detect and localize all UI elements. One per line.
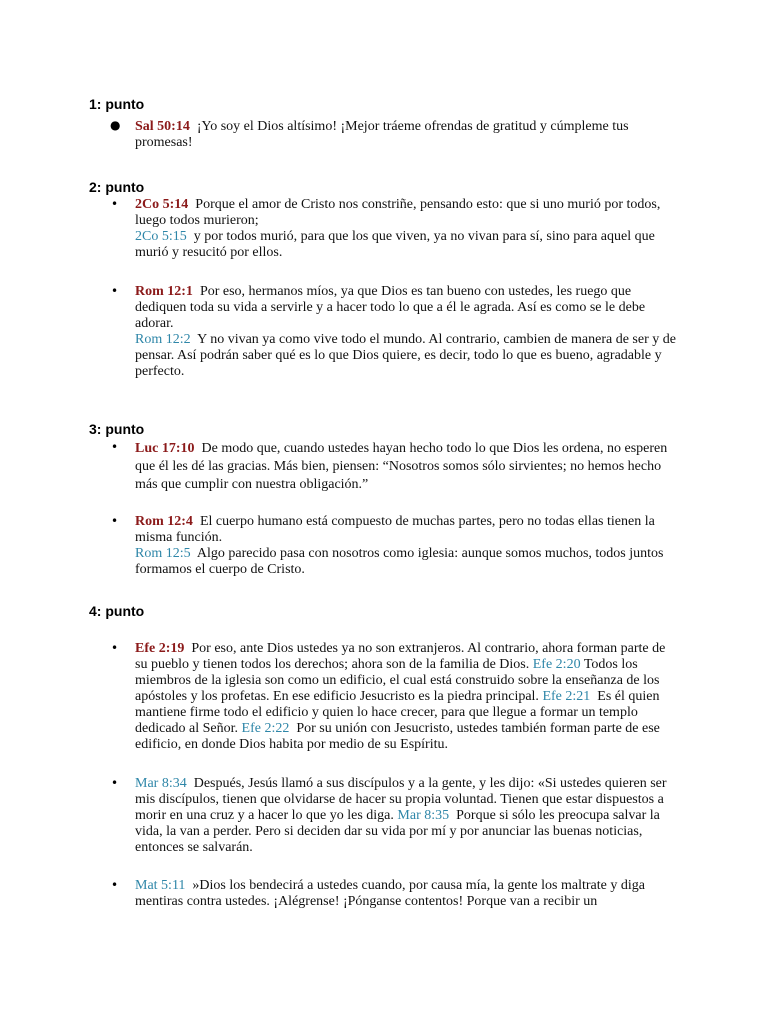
verse-ref-link[interactable]: Mar 8:35 xyxy=(397,808,450,823)
section-heading: 2: punto xyxy=(89,179,145,195)
verse-ref: 2Co 5:14 xyxy=(135,197,189,212)
verse-text: Después, Jesús llamó a sus discípulos y a la gente, y les dijo: «Si ustedes quieren ser mis discípulos, tienen que olvidarse de hacer su propia voluntad. Tienen que estar dispuestos a morir en una cruz y a hacer lo que yo les diga. xyxy=(135,776,667,823)
verse-ref-link[interactable]: Efe 2:20 xyxy=(532,657,581,672)
verse-text: Y no vivan ya como vive todo el mundo. Al contrario, cambien de manera de ser y de pensar. Así podrán saber qué es lo que Dios quiere, es decir, todo lo que es bueno, agradable y perfecto. xyxy=(135,332,676,379)
bullet-icon: • xyxy=(111,641,119,655)
list-item xyxy=(89,284,679,380)
section-3 xyxy=(89,420,679,578)
section-2 xyxy=(89,178,679,380)
verse-ref: Rom 12:4 xyxy=(135,514,193,529)
verse-text: De modo que, cuando ustedes hayan hecho todo lo que Dios les ordena, no esperen que él les dé las gracias. Más bien, piensen: “Nosotros somos sólo sirvientes; no hemos hecho más que cumplir con nuestra obligación.” xyxy=(135,441,668,492)
bullet-icon: • xyxy=(111,776,119,790)
verse-text: Por eso, ante Dios ustedes ya no son extranjeros. Al contrario, ahora forman parte de su pueblo y tienen todos los derechos; ahora son de la familia de Dios. xyxy=(135,641,666,672)
verse-text: El cuerpo humano está compuesto de muchas partes, pero no todas ellas tienen la misma función. xyxy=(135,514,655,545)
verse-text: ¡Yo soy el Dios altísimo! ¡Mejor tráeme ofrendas de gratitud y cúmpleme tus promesas! xyxy=(135,119,629,150)
verse-ref: Rom 12:1 xyxy=(135,284,193,299)
bullet-icon: • xyxy=(111,284,119,298)
section-4 xyxy=(89,602,679,910)
verse-ref-link[interactable]: Mar 8:34 xyxy=(135,776,187,791)
verse-text: Algo parecido pasa con nosotros como iglesia: aunque somos muchos, todos juntos formamos el cuerpo de Cristo. xyxy=(135,546,664,577)
verse-ref-link[interactable]: 2Co 5:15 xyxy=(135,229,187,244)
list-item xyxy=(89,197,679,261)
section-1 xyxy=(89,95,679,151)
verse-text: Por eso, hermanos míos, ya que Dios es tan bueno con ustedes, les ruego que dediquen toda su vida a servirle y a hacer todo lo que a él le agrada. Así es como se le debe adorar. xyxy=(135,284,646,331)
verse-text: Porque si sólo les preocupa salvar la vida, la van a perder. Pero si deciden dar su vida por mí y por anunciar las buenas noticias, entonces se salvarán. xyxy=(135,808,660,855)
verse-text: Por su unión con Jesucristo, ustedes también forman parte de ese edificio, en donde Dios habita por medio de su Espíritu. xyxy=(135,721,660,752)
verse-ref-link[interactable]: Efe 2:21 xyxy=(542,689,591,704)
list-item xyxy=(89,776,679,856)
verse-text: »Dios los bendecirá a ustedes cuando, por causa mía, la gente los maltrate y diga mentiras contra ustedes. ¡Alégrense! ¡Pónganse contentos! Porque van a recibir un xyxy=(135,878,645,909)
bullet-icon: • xyxy=(111,514,119,528)
verse-ref: Efe 2:19 xyxy=(135,641,185,656)
list-item xyxy=(89,440,679,494)
verse-text: Porque el amor de Cristo nos constriñe, pensando esto: que si uno murió por todos, luego todos murieron; xyxy=(135,197,661,228)
verse-text: Todos los miembros de la iglesia son como un edificio, el cual está construido sobre la enseñanza de los apóstoles y los profetas. En ese edificio Jesucristo es la piedra principal. xyxy=(135,657,660,704)
list-item xyxy=(89,118,679,151)
verse-ref-link[interactable]: Mat 5:11 xyxy=(135,878,186,893)
verse-text: y por todos murió, para que los que viven, ya no vivan para sí, sino para aquel que murió y resucitó por ellos. xyxy=(135,229,655,260)
verse-text: Es él quien mantiene firme todo el edificio y quien lo hace crecer, para que llegue a formar un templo dedicado al Señor. xyxy=(135,689,660,736)
section-heading: 3: punto xyxy=(89,421,145,437)
bullet-icon: • xyxy=(111,440,119,454)
bullet-icon: ● xyxy=(110,118,121,132)
section-heading: 4: punto xyxy=(89,603,145,619)
bullet-icon: • xyxy=(111,197,119,211)
verse-ref: Luc 17:10 xyxy=(135,441,195,456)
bullet-icon: • xyxy=(111,878,119,892)
verse-ref-link[interactable]: Rom 12:2 xyxy=(135,332,191,347)
list-item xyxy=(89,514,679,578)
list-item xyxy=(89,878,679,910)
list-item xyxy=(89,641,679,753)
verse-ref-link[interactable]: Rom 12:5 xyxy=(135,546,191,561)
verse-ref-link[interactable]: Efe 2:22 xyxy=(241,721,290,736)
section-heading: 1: punto xyxy=(89,96,145,112)
verse-ref: Sal 50:14 xyxy=(135,119,190,134)
